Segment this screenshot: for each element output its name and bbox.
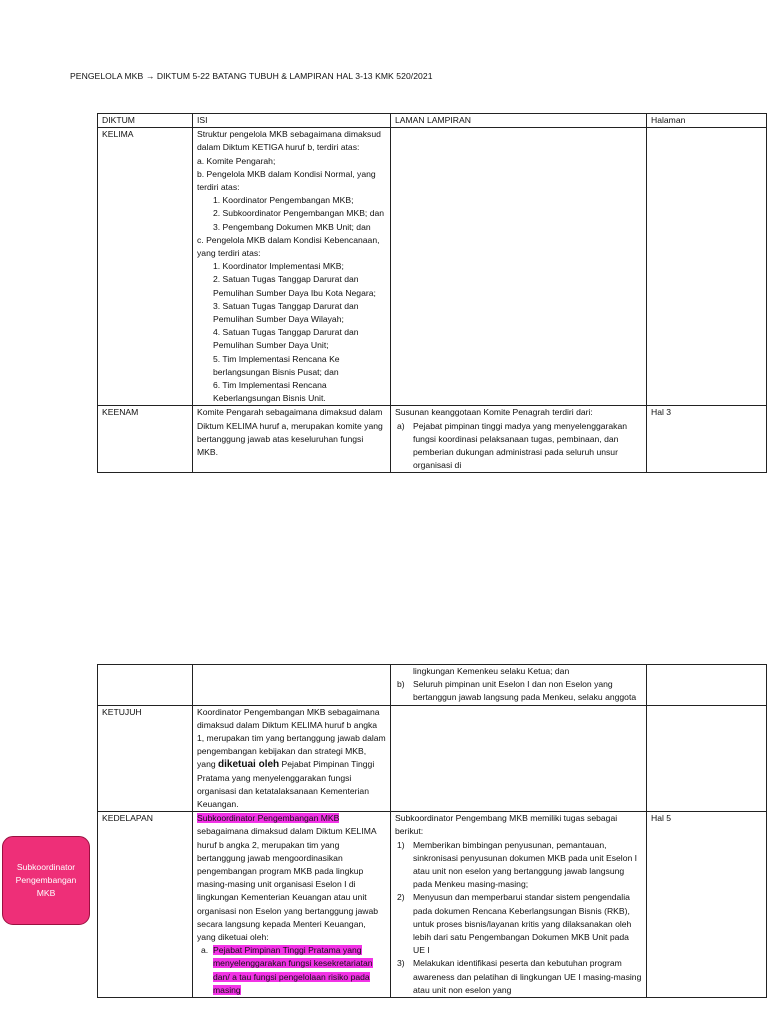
- lampiran-list: [395, 839, 642, 997]
- isi-subitem: 3. Satuan Tugas Tanggap Darurat dan Pemulihan Sumber Daya Wilayah;: [213, 300, 359, 325]
- list-item-text: lingkungan Kemenkeu selaku Ketua; dan: [413, 666, 570, 676]
- halaman-cell: [647, 665, 767, 706]
- isi-item-b: b. Pengelola MKB dalam Kondisi Normal, yang terdiri atas:: [197, 168, 376, 193]
- isi-text: Koordinator Pengembangan MKB sebagaimana dimaksud dalam Diktum KELIMA huruf b angka 1, merupakan tim yang bertanggung jawab dalam pengembangan kebijakan dan strategi MKB, yang: [197, 706, 386, 770]
- list-marker: 3): [397, 958, 405, 969]
- isi-cell: [193, 705, 391, 812]
- list-marker: a.: [201, 945, 209, 956]
- diktum-cell: KETUJUH: [98, 705, 193, 812]
- list-item: [395, 957, 642, 997]
- list-marker: b): [397, 679, 405, 690]
- diktum-cell: [98, 665, 193, 706]
- list-item-text: Pejabat pimpinan tinggi madya yang menyelenggarakan fungsi koordinasi pelaksanaan tugas, pembinaan, dan pemberian dukungan administrasi pada seluruh unsur organisasi di: [413, 420, 628, 471]
- arrow-icon: →: [145, 71, 155, 81]
- isi-text: sebagaimana dimaksud dalam Diktum KELIMA huruf b angka 2, merupakan tim yang bertanggung jawab mengoordinasikan pengembangan program MKB pada lingkup masing-masing unit organisasi Eselon I di lingkungan Kementerian Keuangan atau unit organisasi non Eselon yang bertanggung jawab secara langsung kepada Menteri Keuangan, yang diketuai oleh:: [197, 826, 379, 943]
- isi-cell: [193, 128, 391, 406]
- list-item: [395, 678, 642, 704]
- header-right: DIKTUM 5-22 BATANG TUBUH & LAMPIRAN HAL 3-13 KMK 520/2021: [156, 71, 433, 81]
- halaman-cell: [647, 128, 767, 406]
- table-row-ketujuh: [98, 705, 767, 812]
- page-header: [70, 71, 433, 81]
- highlighted-text: Pejabat Pimpinan Tinggi Pratama yang menyelenggarakan fungsi kesekretariatan dan/ a tau fungsi pengelolaan risiko pada masing: [213, 945, 373, 995]
- isi-subitem: 2. Satuan Tugas Tanggap Darurat dan Pemulihan Sumber Daya Ibu Kota Negara;: [213, 274, 376, 298]
- isi-subitem: 5. Tim Implementasi Rencana Ke berlangsungan Bisnis Pusat; dan: [213, 353, 340, 377]
- isi-subitem: 1. Koordinator Implementasi MKB;: [213, 261, 344, 272]
- table-row-continued: [98, 665, 767, 706]
- lampiran-intro: Subkoordinator Pengembang MKB memiliki tugas sebagai berikut:: [395, 813, 618, 837]
- lampiran-cell: [391, 812, 647, 998]
- list-marker: 1): [397, 839, 405, 850]
- diktum-table-1: [97, 113, 767, 473]
- lampiran-cell: [391, 705, 647, 812]
- halaman-cell: Hal 5: [647, 812, 767, 998]
- isi-cell: Komite Pengarah sebagaimana dimaksud dalam Diktum KELIMA huruf a, merupakan komite yang bertanggung jawab atas keseluruhan fungsi MKB.: [193, 406, 391, 473]
- column-header-halaman: Halaman: [647, 114, 767, 128]
- table-row-keenam: [98, 406, 767, 473]
- lampiran-list: [395, 665, 642, 705]
- column-header-isi: ISI: [193, 114, 391, 128]
- halaman-cell: Hal 3: [647, 406, 767, 473]
- header-left: PENGELOLA MKB: [70, 71, 144, 81]
- diktum-table-2: [97, 664, 767, 998]
- lampiran-cell: [391, 406, 647, 473]
- isi-sublist: [197, 944, 386, 997]
- halaman-cell: [647, 705, 767, 812]
- list-item: [395, 420, 642, 473]
- lampiran-cell: [391, 128, 647, 406]
- column-header-lampiran: LAMAN LAMPIRAN: [391, 114, 647, 128]
- list-item-continued: [395, 665, 642, 678]
- callout-shape: [2, 836, 90, 925]
- isi-intro: Struktur pengelola MKB sebagaimana dimaksud dalam Diktum KETIGA huruf b, terdiri atas:: [197, 129, 381, 153]
- isi-subitem: 1. Koordinator Pengembangan MKB;: [213, 195, 354, 206]
- diktum-cell: KEDELAPAN: [98, 812, 193, 998]
- isi-subitem: 6. Tim Implementasi Rencana Keberlangsungan Bisnis Unit.: [213, 380, 327, 404]
- isi-item-c: c. Pengelola MKB dalam Kondisi Kebencanaan, yang terdiri atas:: [197, 234, 380, 259]
- table-row-kelima: [98, 128, 767, 406]
- table-header-row: [98, 114, 767, 128]
- isi-item-a: a. Komite Pengarah;: [197, 155, 276, 166]
- isi-subitem: 4. Satuan Tugas Tanggap Darurat dan Pemulihan Sumber Daya Unit;: [213, 327, 359, 351]
- lampiran-cell: [391, 665, 647, 706]
- isi-cell: [193, 812, 391, 998]
- list-item: [395, 891, 642, 957]
- table-row-kedelapan: [98, 812, 767, 998]
- column-header-diktum: DIKTUM: [98, 114, 193, 128]
- diktum-cell: KEENAM: [98, 406, 193, 473]
- isi-subitem: 2. Subkoordinator Pengembangan MKB; dan: [213, 208, 385, 219]
- list-marker: a): [397, 420, 405, 431]
- list-item-text: Memberikan bimbingan penyusunan, pemantauan, sinkronisasi penyusunan dokumen MKB pada unit Eselon I atau unit non eselon yang bertanggung jawab langsung pada Menkeu masing-masing;: [413, 839, 638, 890]
- highlighted-text: Subkoordinator Pengembangan MKB: [197, 813, 340, 824]
- isi-cell: [193, 665, 391, 706]
- list-marker: 2): [397, 892, 405, 903]
- isi-subitem: 3. Pengembang Dokumen MKB Unit; dan: [213, 221, 371, 232]
- lampiran-list: [395, 420, 642, 473]
- list-item: [395, 839, 642, 892]
- list-item: [197, 944, 386, 997]
- list-item-text: Menyusun dan memperbarui standar sistem pengendalia pada dokumen Rencana Keberlangsungan Bisnis (RKB), untuk proses bisnis/layanan kritis yang dilaksanakan oleh lebih dari satu Pengembangan Dokumen MKB Unit pada UE I: [413, 892, 632, 956]
- diktum-cell: KELIMA: [98, 128, 193, 406]
- callout-label: Subkoordinator Pengembangan MKB: [15, 862, 77, 898]
- isi-text: Pejabat Pimpinan Tinggi Pratama yang menyelenggarakan fungsi organisasi dan ketatalaksanaan Kementerian Keuangan.: [197, 759, 375, 810]
- list-item-text: Melakukan identifikasi peserta dan kebutuhan program awareness dan pelatihan di lingkungan UE I masing-masing atau unit non eselon yang: [413, 958, 642, 995]
- list-item-text: Seluruh pimpinan unit Eselon I dan non Eselon yang bertanggun jawab langsung pada Menkeu, selaku anggota: [413, 679, 637, 703]
- lampiran-intro: Susunan keanggotaan Komite Penagrah terdiri dari:: [395, 407, 593, 418]
- isi-bold-text: diketuai oleh: [218, 759, 280, 771]
